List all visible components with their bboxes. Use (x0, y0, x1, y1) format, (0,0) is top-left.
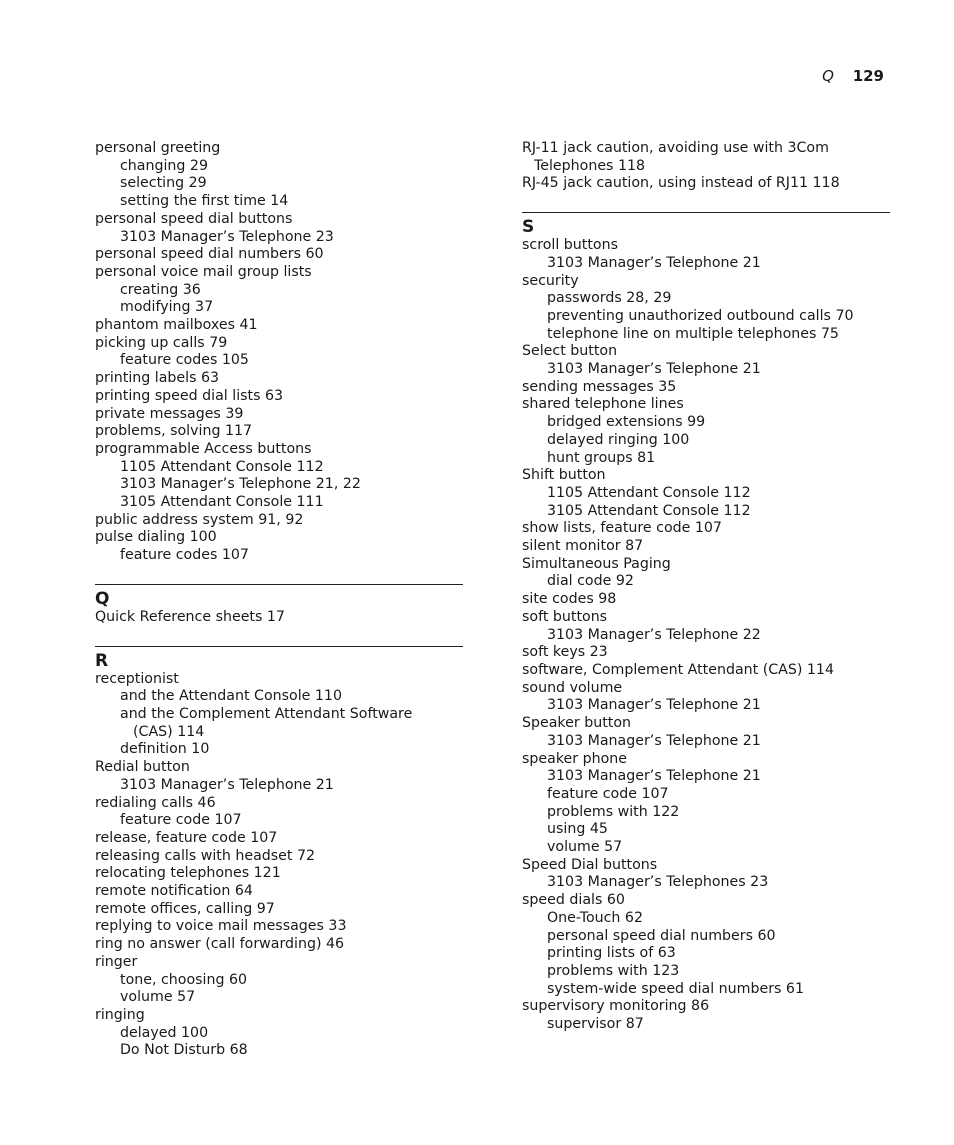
index-subentry: volume 57 (120, 989, 196, 1006)
index-subentry: problems with 123 (547, 962, 680, 979)
index-entry: personal greeting (95, 140, 221, 156)
index-subentry: hunt groups 81 (547, 449, 656, 466)
index-entry: Select button (522, 343, 618, 360)
index-subentry: 3103 Manager’s Telephone 21 (547, 732, 761, 749)
index-entry: remote offices, calling 97 (95, 900, 275, 917)
index-entry: receptionist (95, 670, 179, 687)
index-subentry: 1105 Attendant Console 112 (547, 484, 751, 501)
section-divider (522, 212, 890, 213)
index-column-right (522, 140, 890, 1034)
index-entry: Quick Reference sheets 17 (95, 608, 285, 625)
index-entry: speed dials 60 (522, 892, 625, 909)
index-entry: Telephones 118 (534, 157, 646, 174)
index-entry: replying to voice mail messages 33 (95, 918, 347, 935)
page-number: 129 (852, 67, 884, 85)
index-subentry: volume 57 (547, 839, 623, 856)
index-subentry: printing lists of 63 (547, 945, 676, 962)
index-entry: sound volume (522, 679, 623, 696)
index-entry: picking up calls 79 (95, 334, 228, 351)
index-entry: public address system 91, 92 (95, 511, 304, 528)
index-subentry: 3105 Attendant Console 112 (547, 502, 751, 519)
index-entry: show lists, feature code 107 (522, 520, 722, 537)
index-subentry: 3105 Attendant Console 111 (120, 494, 324, 511)
index-entry: scroll buttons (522, 237, 618, 254)
index-subentry: 3103 Manager’s Telephone 21 (120, 776, 334, 793)
index-section-r (95, 646, 463, 1060)
index-entry: personal speed dial buttons (95, 210, 293, 227)
index-subentry: feature code 107 (547, 785, 669, 802)
index-subentry: setting the first time 14 (120, 193, 289, 210)
index-subentry: definition 10 (120, 741, 210, 758)
index-subentry: supervisor 87 (547, 1016, 644, 1033)
index-subentry: selecting 29 (120, 175, 207, 192)
index-subentry: delayed ringing 100 (547, 431, 690, 448)
index-subentry: 3103 Manager’s Telephone 21 (547, 697, 761, 714)
index-entry: relocating telephones 121 (95, 865, 281, 882)
index-subentry: telephone line on multiple telephones 75 (547, 325, 839, 342)
index-subentry: and the Attendant Console 110 (120, 688, 342, 705)
index-subentry: personal speed dial numbers 60 (547, 927, 776, 944)
header-section-letter: Q (822, 67, 834, 85)
index-subentry: bridged extensions 99 (547, 414, 706, 431)
section-heading: R (95, 650, 109, 671)
index-entry: software, Complement Attendant (CAS) 114 (522, 661, 834, 678)
index-section-s (522, 212, 890, 1034)
index-subentry: Do Not Disturb 68 (120, 1042, 248, 1059)
index-entry: Speed Dial buttons (522, 856, 658, 873)
index-section-q (95, 584, 463, 627)
index-entry: personal speed dial numbers 60 (95, 246, 324, 263)
index-subentry: tone, choosing 60 (120, 971, 248, 988)
index-entry: ringing (95, 1006, 145, 1023)
index-column-left (95, 140, 463, 1060)
index-entry: redialing calls 46 (95, 794, 216, 811)
index-entry: Speaker button (522, 715, 632, 732)
section-divider (95, 584, 463, 585)
index-subentry: One-Touch 62 (547, 909, 643, 926)
section-heading: S (522, 217, 535, 238)
index-entry: private messages 39 (95, 405, 244, 422)
index-subentry: 3103 Manager’s Telephone 21 (547, 768, 761, 785)
index-entry: site codes 98 (522, 591, 617, 608)
index-subentry: passwords 28, 29 (547, 290, 672, 307)
index-entry: supervisory monitoring 86 (522, 998, 710, 1015)
index-subentry: and the Complement Attendant Software (120, 705, 413, 722)
index-entry: remote notification 64 (95, 883, 253, 900)
index-block (95, 140, 463, 565)
index-subentry: 3103 Manager’s Telephones 23 (547, 874, 769, 891)
index-entry: personal voice mail group lists (95, 263, 312, 280)
index-entry: Simultaneous Paging (522, 555, 671, 572)
index-entry: soft buttons (522, 608, 608, 625)
index-entry: shared telephone lines (522, 396, 684, 413)
index-entry: ring no answer (call forwarding) 46 (95, 936, 345, 953)
index-entry: Redial button (95, 759, 190, 776)
index-subentry: delayed 100 (120, 1024, 209, 1041)
index-entry: pulse dialing 100 (95, 529, 217, 546)
index-entry: RJ-45 jack caution, using instead of RJ11 118 (522, 175, 840, 192)
index-entry: security (522, 272, 579, 289)
index-entry: Shift button (522, 467, 606, 484)
index-entry: speaker phone (522, 750, 627, 767)
index-subentry: 3103 Manager’s Telephone 21 (547, 254, 761, 271)
index-entry: silent monitor 87 (522, 538, 644, 555)
index-entry: soft keys 23 (522, 644, 608, 661)
index-entry: RJ-11 jack caution, avoiding use with 3Com (522, 140, 829, 156)
running-header (822, 67, 884, 85)
section-heading: Q (95, 588, 110, 609)
index-entry: ringer (95, 953, 138, 970)
index-entry: problems, solving 117 (95, 423, 253, 440)
index-subentry: (CAS) 114 (133, 723, 205, 740)
index-entry: printing labels 63 (95, 370, 220, 387)
index-subentry: feature code 107 (120, 812, 242, 829)
index-subentry: feature codes 107 (120, 547, 249, 564)
index-subentry: 3103 Manager’s Telephone 21 (547, 361, 761, 378)
index-entry: release, feature code 107 (95, 829, 278, 846)
index-subentry: 3103 Manager’s Telephone 21, 22 (120, 476, 361, 493)
index-subentry: changing 29 (120, 157, 208, 174)
index-block (522, 140, 890, 193)
index-subentry: system-wide speed dial numbers 61 (547, 980, 804, 997)
index-subentry: 1105 Attendant Console 112 (120, 458, 324, 475)
index-subentry: preventing unauthorized outbound calls 70 (547, 307, 854, 324)
index-subentry: feature codes 105 (120, 352, 249, 369)
section-divider (95, 646, 463, 647)
index-subentry: modifying 37 (120, 299, 214, 316)
index-subentry: 3103 Manager’s Telephone 22 (547, 626, 761, 643)
index-subentry: dial code 92 (547, 573, 634, 590)
index-entry: programmable Access buttons (95, 440, 312, 457)
index-subentry: 3103 Manager’s Telephone 23 (120, 228, 334, 245)
index-subentry: using 45 (547, 821, 608, 838)
index-subentry: problems with 122 (547, 803, 680, 820)
index-entry: releasing calls with headset 72 (95, 847, 316, 864)
index-subentry: creating 36 (120, 281, 201, 298)
index-entry: phantom mailboxes 41 (95, 317, 258, 334)
index-entry: printing speed dial lists 63 (95, 387, 284, 404)
index-entry: sending messages 35 (522, 378, 677, 395)
